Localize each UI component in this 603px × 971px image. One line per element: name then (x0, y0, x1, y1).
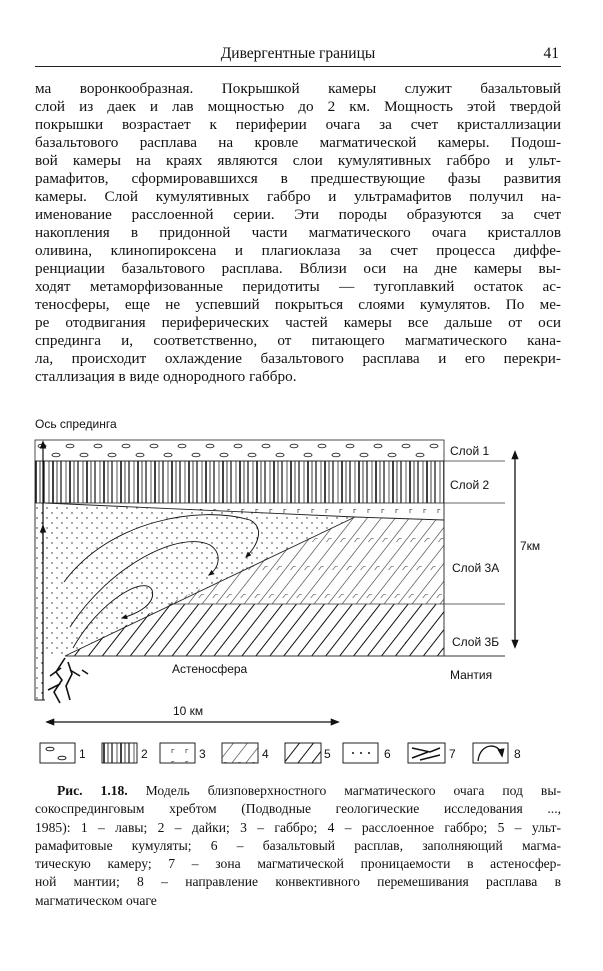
paragraph-line: базальтового расплава на кровле магматической камеры. Подош- (35, 134, 561, 151)
caption-line: магматическом очаге (35, 892, 157, 908)
paragraph-line: сталлизация в виде однородного габбро. (35, 368, 297, 385)
paragraph-line: ма воронкообразная. Покрышкой камеры служит базальтовый (35, 80, 561, 97)
caption-line: тическую камеру; 7 – зона магматической проницаемости в астеносфер- (35, 856, 561, 872)
paragraph-line: камеры. Слой кумулятивных габбро и ультрамафитов получил на- (35, 188, 561, 205)
label-layer3a: Слой 3А (452, 561, 500, 575)
paragraph-line: вой камеры на краях являются слои кумулятивных габбро и ульт- (35, 152, 561, 169)
paragraph-line: ренциации базальтового расплава. Вблизи оси на дне камеры вы- (35, 260, 561, 277)
legend-4: 4 (262, 747, 269, 761)
legend-3: 3 (199, 747, 206, 761)
depth-scale-label: 7км (520, 539, 541, 553)
paragraph-line: теносферы, еще не успевший покрыться слоями кумулятов. По ме- (35, 296, 561, 313)
caption-line: 1985): 1 – лавы; 2 – дайки; 3 – габбро; 4 – расслоенное габбро; 5 – ульт- (35, 819, 561, 835)
label-asthenosphere: Астеносфера (172, 662, 248, 676)
paragraph-line: рамафитов, сформировавшихся в предшествующие фазы развития (35, 170, 561, 187)
page-number: 41 (543, 45, 559, 62)
paragraph-line: спрединга и, соответственно, от питающего магматического кана- (35, 332, 561, 349)
running-header-title: Дивергентные границы (220, 45, 376, 62)
figure-caption (35, 782, 561, 910)
paragraph-line: оливина, клинопироксена и плагиоклаза за счет процесса диффе- (35, 242, 561, 259)
body-paragraph (35, 80, 561, 386)
figure-label: Рис. 1.18. (57, 783, 128, 798)
label-layer1: Слой 1 (450, 444, 490, 458)
legend-8: 8 (514, 747, 521, 761)
label-layer2: Слой 2 (450, 478, 490, 492)
legend-5: 5 (324, 747, 331, 761)
paragraph-line: покрышки возрастает к периферии очага за счет кристаллизации (35, 116, 561, 133)
legend (40, 743, 521, 763)
legend-7: 7 (449, 747, 456, 761)
caption-text: Модель близповерхностного магматического очага под вы- (127, 783, 561, 798)
legend-2: 2 (141, 747, 148, 761)
paragraph-line: ре отодвигания периферических частей камеры все дальше от оси (35, 314, 561, 331)
paragraph-line: ходят метаморфизованные перидотиты — тугоплавкий остаток ас- (35, 278, 561, 295)
caption-line (35, 782, 561, 800)
paragraph-line: слой из даек и лав мощностью до 2 км. Мощность этой твердой (35, 98, 561, 115)
legend-1: 1 (79, 747, 86, 761)
layer2-dikes (35, 461, 444, 503)
magma-chamber-diagram (0, 410, 603, 780)
caption-line: рамафитовые кумуляты; 6 – базальтовый расплав, заполняющий магма- (35, 837, 561, 853)
layer1-lava (35, 440, 444, 461)
running-header (35, 44, 561, 67)
width-scale-label: 10 км (173, 704, 204, 718)
permeability-zone (48, 658, 88, 703)
caption-line: ной мантии; 8 – направление конвективного перемешивания расплава в (35, 874, 561, 890)
paragraph-line: именование расслоенной серии. Эти породы образуются за счет (35, 206, 561, 223)
spreading-axis-label: Ось спрединга (35, 417, 117, 431)
label-layer3b: Слой 3Б (452, 635, 500, 649)
legend-6: 6 (384, 747, 391, 761)
caption-line: сокоспрединговым хребтом (Подводные геологические исследования ..., (35, 801, 561, 817)
paragraph-line: ла, происходит охлаждение базальтового расплава и его перекри- (35, 350, 561, 367)
label-mantle: Мантия (450, 668, 493, 682)
paragraph-line: накопления в придонной части магматического очага кристаллов (35, 224, 561, 241)
